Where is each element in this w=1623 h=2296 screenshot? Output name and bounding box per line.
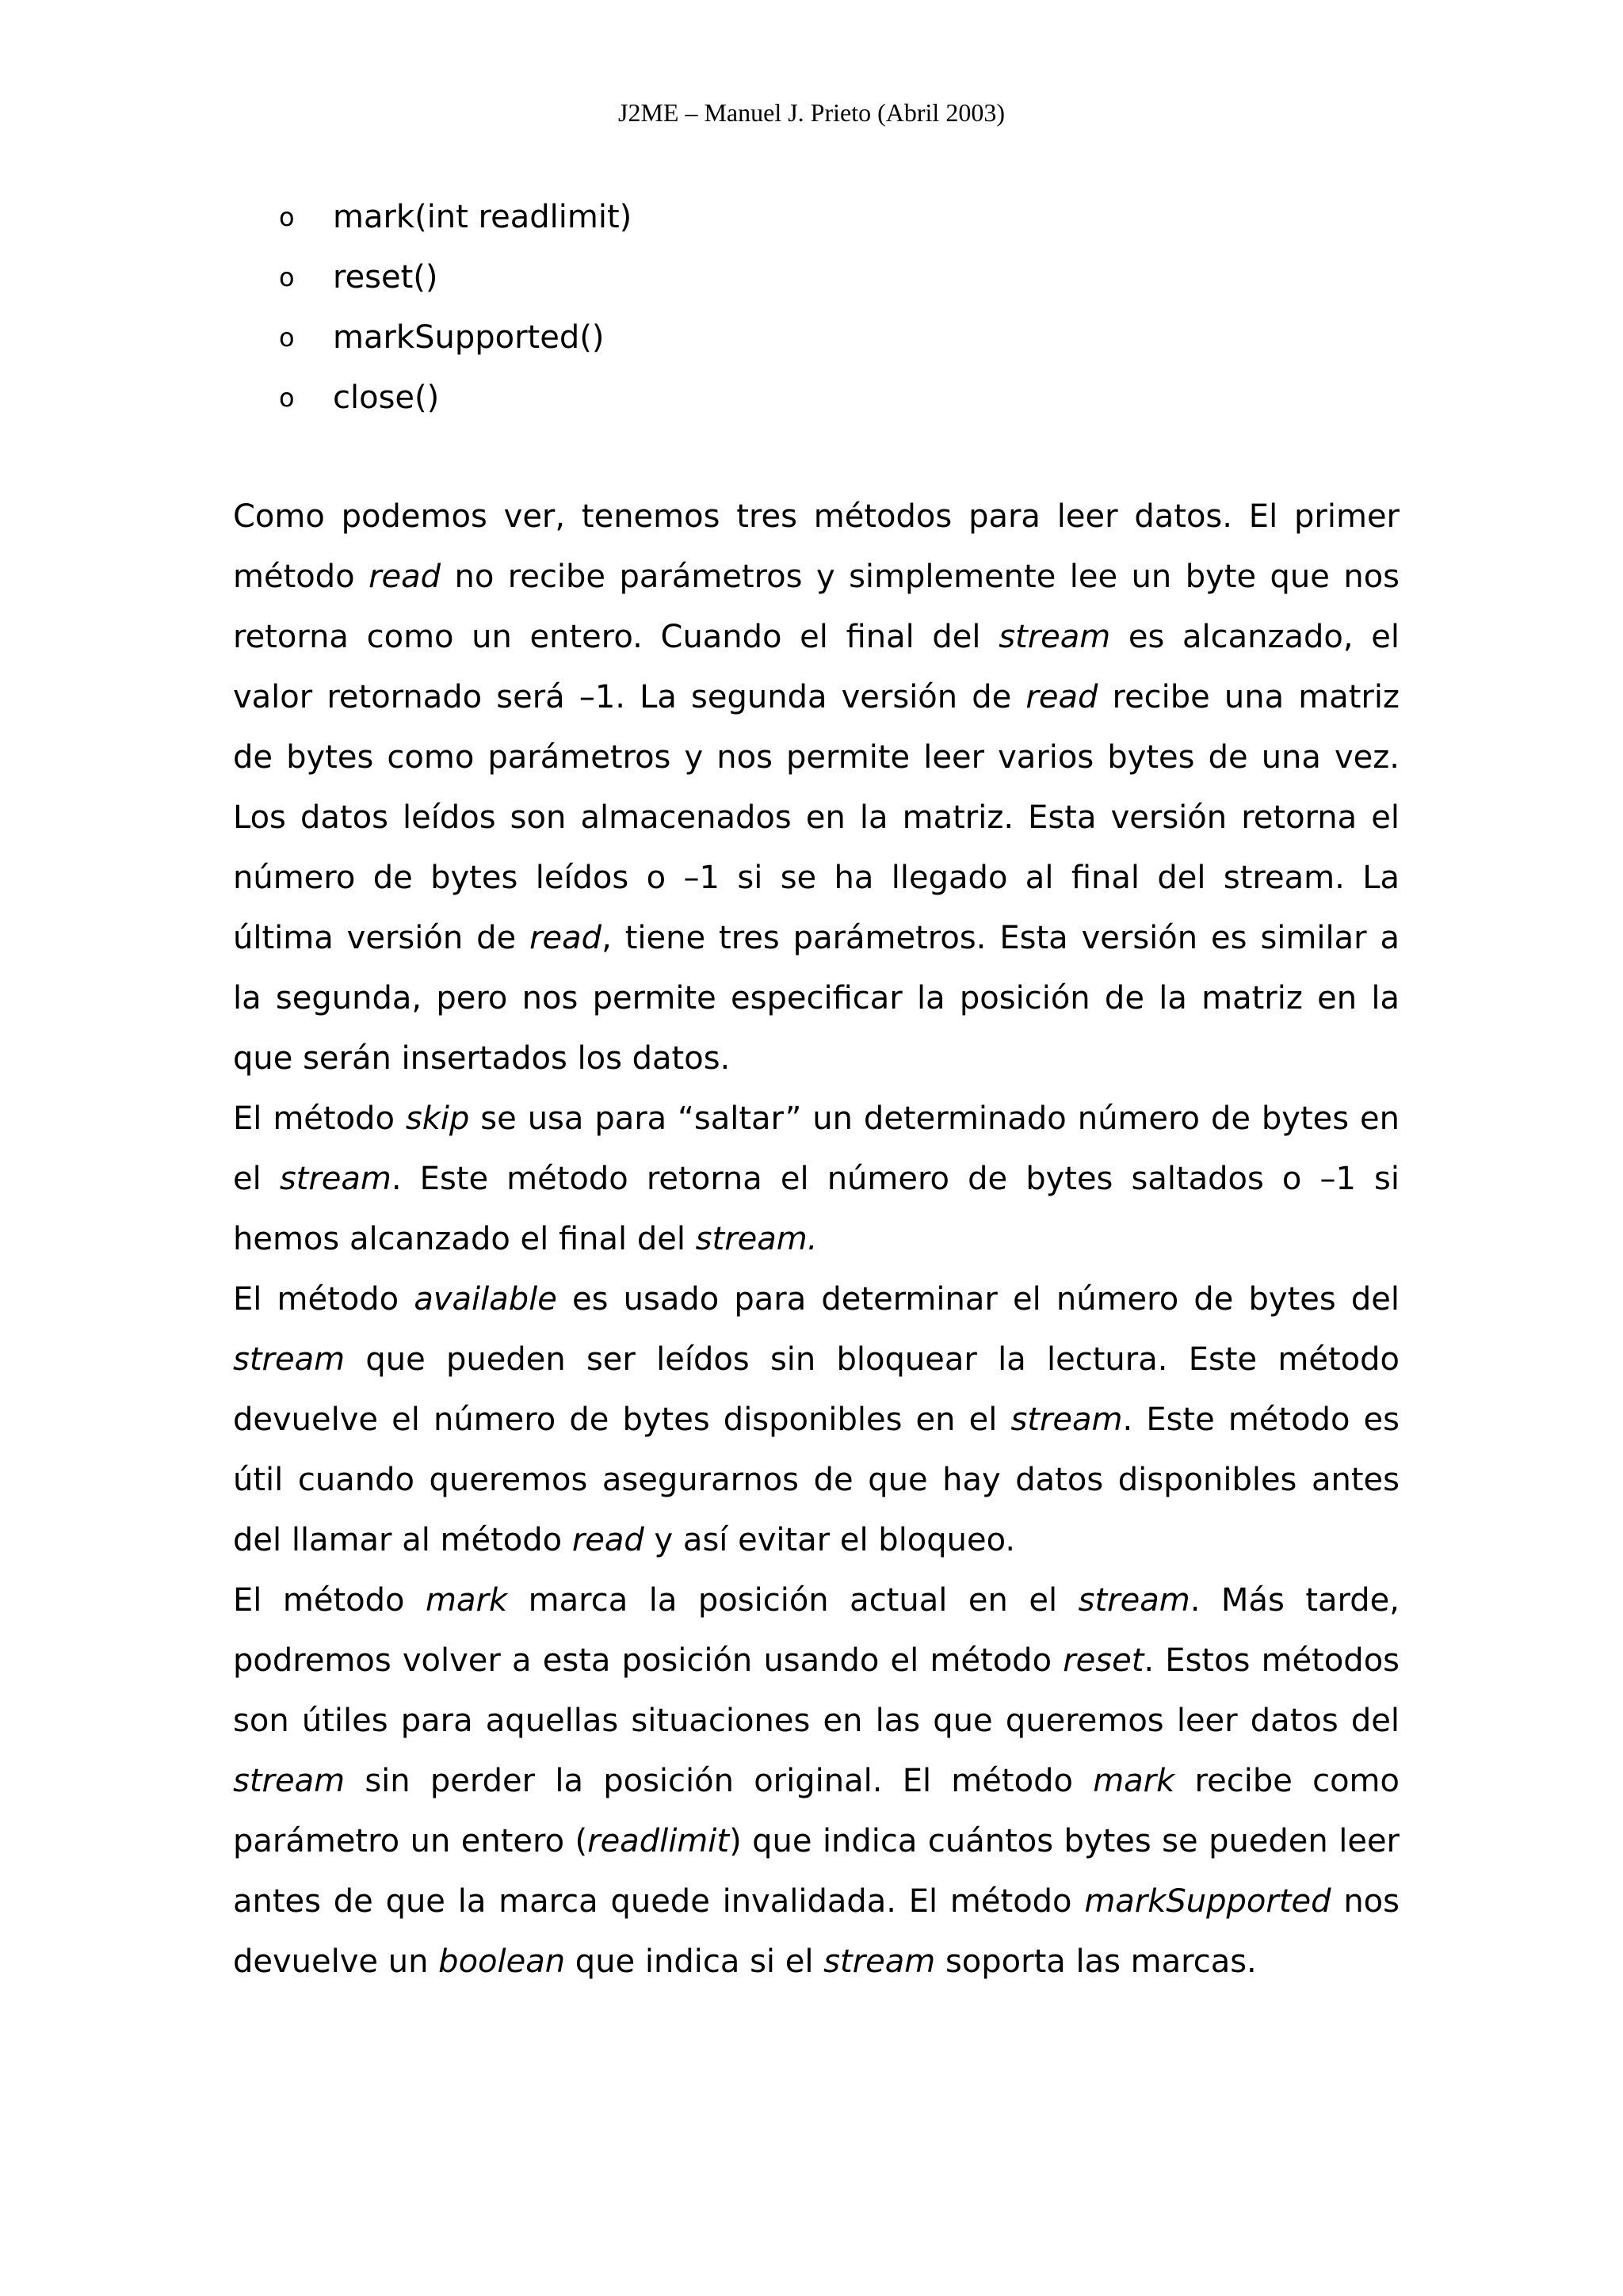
italic-term: mark: [1093, 1763, 1175, 1799]
italic-term: boolean: [438, 1943, 566, 1980]
text-run: que pueden ser leídos sin bloquear la lectura. Este método devuelve el número de bytes disponibles en el: [233, 1341, 1400, 1438]
text-run: sin perder la posición original. El método: [345, 1763, 1094, 1799]
italic-term: mark: [426, 1582, 508, 1619]
text-run: . Estos métodos son útiles para aquellas situaciones en las que queremos leer datos del: [233, 1642, 1400, 1739]
italic-term: reset: [1063, 1642, 1144, 1679]
italic-term: stream: [279, 1161, 391, 1197]
paragraph-mark: [233, 1570, 1400, 1992]
italic-term: skip: [405, 1100, 470, 1137]
list-item: [279, 307, 632, 368]
bullet-marker: o: [279, 262, 295, 292]
text-run: Como podemos ver, tenemos tres métodos para leer datos. El primer método: [233, 498, 1400, 595]
italic-term: read: [369, 559, 441, 595]
list-item: [279, 187, 632, 247]
italic-term: stream: [823, 1943, 936, 1980]
text-run: El método: [233, 1582, 426, 1619]
list-item-text: close(): [333, 379, 440, 416]
italic-term: read: [1025, 679, 1098, 715]
running-header: J2ME – Manuel J. Prieto (Abril 2003): [618, 98, 1005, 127]
text-run: recibe una matriz de bytes como parámetros y nos permite leer varios bytes de una vez. Los datos leídos son almacenados en la matriz. Esta versión retorna el número de bytes leídos o –1 si se ha llegado al final del stream. La última versión de: [233, 679, 1400, 956]
body-text: [233, 486, 1400, 1992]
italic-term: stream: [233, 1763, 346, 1799]
text-run: es alcanzado, el valor retornado será –1. La segunda versión de: [233, 619, 1400, 715]
text-run: se usa para “saltar” un determinado número de bytes en el: [233, 1100, 1400, 1197]
italic-term: stream: [1078, 1582, 1190, 1619]
text-run: que indica si el: [565, 1943, 824, 1980]
text-run: , tiene tres parámetros. Esta versión es similar a la segunda, pero nos permite especificar la posición de la matriz en la que serán insertados los datos.: [233, 920, 1400, 1077]
italic-term: stream: [999, 619, 1111, 655]
text-run: marca la posición actual en el: [507, 1582, 1079, 1619]
text-run: recibe como parámetro un entero (: [233, 1763, 1400, 1859]
italic-term: readlimit: [587, 1823, 730, 1859]
text-run: soporta las marcas.: [935, 1943, 1257, 1980]
italic-term: stream: [233, 1341, 346, 1378]
bullet-marker: o: [279, 383, 295, 413]
list-item: [279, 247, 632, 307]
list-item-text: markSupported(): [333, 319, 605, 356]
paragraph-available: [233, 1269, 1400, 1570]
list-item-text: reset(): [333, 259, 438, 296]
paragraph-read-methods: [233, 486, 1400, 1089]
method-list: [279, 187, 632, 428]
italic-term: markSupported: [1084, 1883, 1331, 1920]
text-run: ) que indica cuántos bytes se pueden leer antes de que la marca quede invalidada. El método: [233, 1823, 1400, 1920]
bullet-marker: o: [279, 322, 295, 353]
text-run: no recibe parámetros y simplemente lee un byte que nos retorna como un entero. Cuando el final del: [233, 559, 1400, 655]
text-run: El método: [233, 1281, 414, 1318]
list-item-text: mark(int readlimit): [333, 199, 632, 235]
italic-term: stream: [1010, 1402, 1123, 1438]
italic-term: read: [529, 920, 602, 956]
bullet-marker: o: [279, 202, 295, 232]
italic-term: available: [414, 1281, 557, 1318]
text-run: El método: [233, 1100, 406, 1137]
paragraph-skip: [233, 1089, 1400, 1269]
text-run: y así evitar el bloqueo.: [643, 1522, 1016, 1558]
text-run: es usado para determinar el número de bytes del: [556, 1281, 1400, 1318]
text-run: . Este método es útil cuando queremos asegurarnos de que hay datos disponibles antes del llamar al método: [233, 1402, 1400, 1558]
text-run: . Este método retorna el número de bytes saltados o –1 si hemos alcanzado el final del: [233, 1161, 1400, 1257]
italic-term: stream.: [695, 1221, 818, 1257]
italic-term: read: [571, 1522, 644, 1558]
text-run: nos devuelve un: [233, 1883, 1400, 1980]
text-run: . Más tarde, podremos volver a esta posición usando el método: [233, 1582, 1400, 1679]
list-item: [279, 368, 632, 428]
